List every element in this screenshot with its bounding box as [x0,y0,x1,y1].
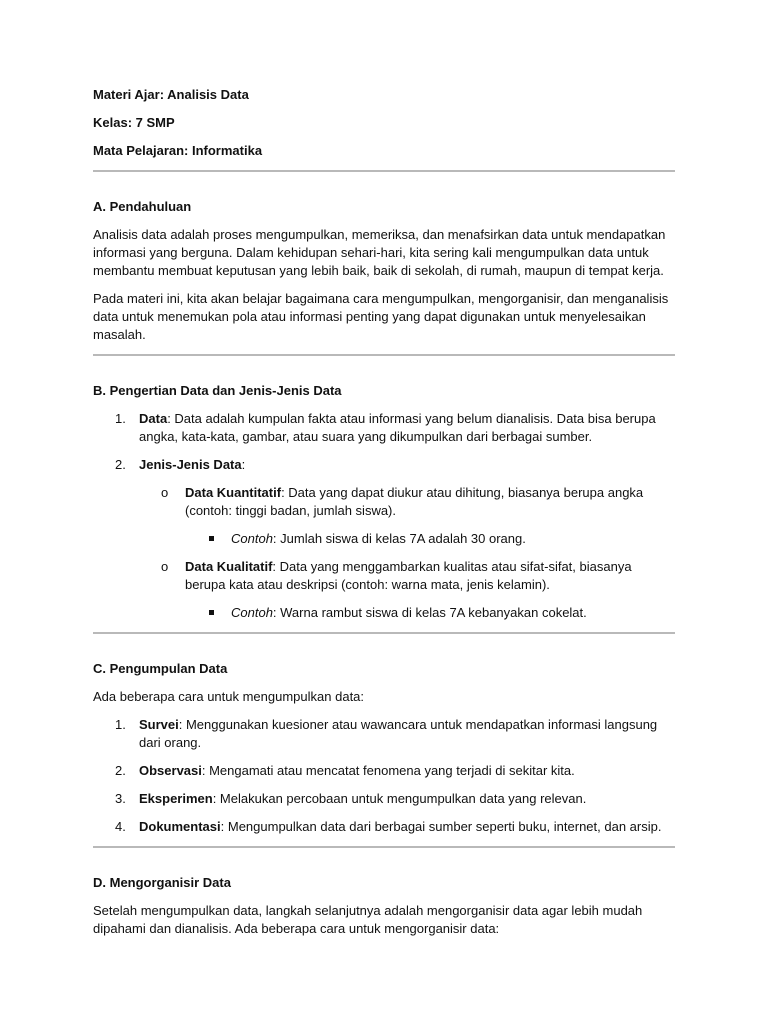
list-number: 2. [115,457,126,472]
list-item [93,790,675,808]
list-number: 1. [115,411,126,426]
list-text: : Menggunakan kuesioner atau wawancara untuk mendapatkan informasi langsung dari orang. [139,717,658,750]
list-text: : [241,457,246,472]
list-number: 3. [115,791,126,806]
example-label: Contoh [231,605,273,620]
square-bullet-icon [209,536,214,541]
list-term: Survei [139,717,179,732]
list-text: : Data adalah kumpulan fakta atau informasi yang belum dianalisis. Data bisa berupa angka, kata-kata, gambar, atau suara yang dikumpulkan dari berbagai sumber. [139,411,656,444]
section-d-heading: D. Mengorganisir Data [93,875,231,890]
example-label: Contoh [231,531,273,546]
sub-list-item [139,558,675,622]
list-item [93,762,675,780]
list-number: 2. [115,763,126,778]
section-d-paragraph-1: Setelah mengumpulkan data, langkah selanjutnya adalah mengorganisir data agar lebih mudah dipahami dan dianalisis. Ada beberapa cara untuk mengorganisir data: [93,903,643,936]
list-term: Observasi [139,763,202,778]
list-number: 1. [115,717,126,732]
list-number: 4. [115,819,126,834]
sub-list-item [139,484,675,548]
sub-text: : Data yang dapat diukur atau dihitung, biasanya berupa angka (contoh: tinggi badan, jumlah siswa). [185,485,644,518]
example-item [185,530,675,548]
example-list [185,604,675,622]
circle-bullet-icon: o [161,485,169,500]
doc-subject: Mata Pelajaran: Informatika [93,143,263,158]
divider [93,170,675,172]
section-b-heading: B. Pengertian Data dan Jenis-Jenis Data [93,383,342,398]
example-text: : Warna rambut siswa di kelas 7A kebanyakan cokelat. [272,605,587,620]
divider [93,846,675,848]
section-c-list [93,716,675,836]
square-bullet-icon [209,610,214,615]
section-a-paragraph-2: Pada materi ini, kita akan belajar bagaimana cara mengumpulkan, mengorganisir, dan menganalisis data untuk menemukan pola atau informasi penting yang dapat digunakan untuk menyelesaikan masalah. [93,291,669,342]
section-a-paragraph-1: Analisis data adalah proses mengumpulkan, memeriksa, dan menafsirkan data untuk mendapatkan informasi yang berguna. Dalam kehidupan sehari-hari, kita sering kali mengumpulkan data untuk membantu membuat keputusan yang lebih baik, baik di sekolah, di rumah, maupun di tempat kerja. [93,227,666,278]
list-term: Data [139,411,168,426]
example-text: : Jumlah siswa di kelas 7A adalah 30 orang. [272,531,526,546]
list-term: Dokumentasi [139,819,221,834]
section-c-intro: Ada beberapa cara untuk mengumpulkan data: [93,689,365,704]
list-term: Jenis-Jenis Data [139,457,242,472]
doc-title: Materi Ajar: Analisis Data [93,87,249,102]
sub-term: Data Kuantitatif [185,485,282,500]
sub-list [139,484,675,622]
section-a-heading: A. Pendahuluan [93,199,192,214]
list-text: : Mengumpulkan data dari berbagai sumber seperti buku, internet, dan arsip. [220,819,662,834]
doc-class: Kelas: 7 SMP [93,115,175,130]
example-list [185,530,675,548]
list-item [93,456,675,622]
list-text: : Mengamati atau mencatat fenomena yang terjadi di sekitar kita. [201,763,575,778]
sub-term: Data Kualitatif [185,559,273,574]
circle-bullet-icon: o [161,559,169,574]
list-item [93,716,675,752]
list-item [93,410,675,446]
section-c-heading: C. Pengumpulan Data [93,661,228,676]
sub-text: : Data yang menggambarkan kualitas atau sifat-sifat, biasanya berupa kata atau deskripsi (contoh: warna mata, jenis kelamin). [185,559,632,592]
document-content [93,86,675,938]
list-term: Eksperimen [139,791,213,806]
divider [93,632,675,634]
example-item [185,604,675,622]
section-b-list [93,410,675,622]
list-item [93,818,675,836]
list-text: : Melakukan percobaan untuk mengumpulkan data yang relevan. [212,791,587,806]
divider [93,354,675,356]
